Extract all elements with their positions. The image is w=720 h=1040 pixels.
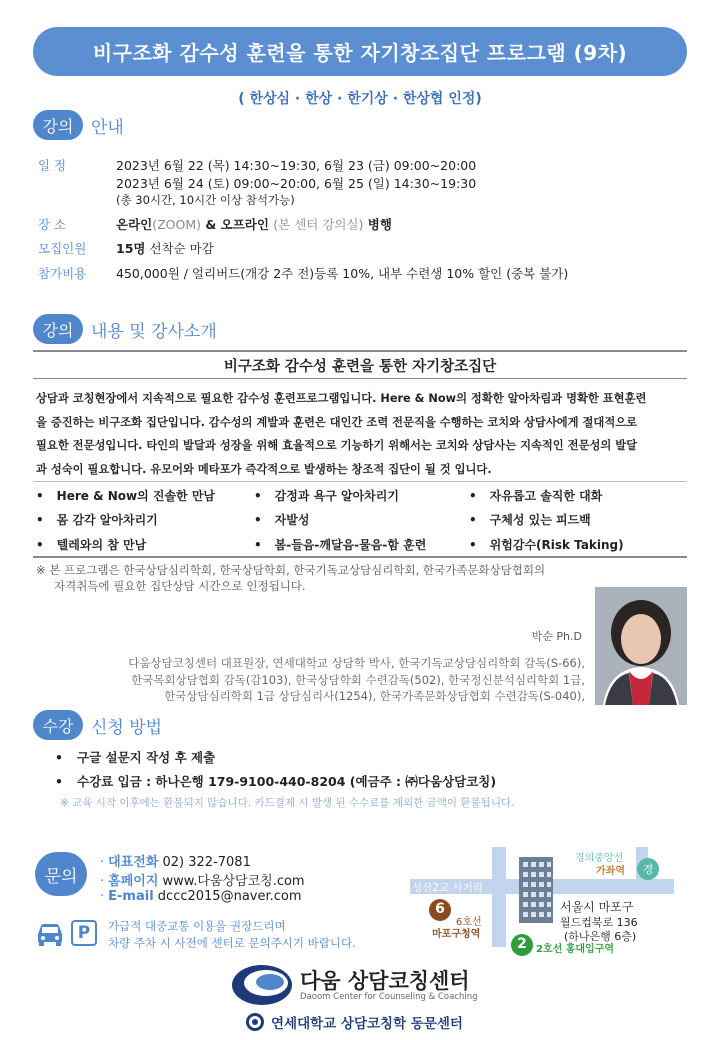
description-line: 상담과 코칭현장에서 지속적으로 필요한 감수성 훈련프로그램입니다. Here & Now의 정확한 알아차림과 명확한 표현훈련 <box>36 392 647 405</box>
alumni-center: 연세대학교 상담코칭학 동문센터 <box>245 1012 463 1032</box>
line2-badge: 2 <box>517 936 527 952</box>
line6-badge: 6 <box>435 901 445 917</box>
transport-notice: 가급적 대중교통 이용을 권장드리며 차량 주차 시 사전에 센터로 문의주시기 바랍니다. <box>108 919 356 950</box>
page-title-banner <box>33 27 687 76</box>
section-header-apply <box>33 708 162 742</box>
accreditation-note: ※ 본 프로그램은 한국상담심리학회, 한국상담학회, 한국기독교상담심리학회, 한국가족문화상담협회의 자격취득에 필요한 집단상담 시간으로 인정됩니다. <box>36 563 546 593</box>
venue-value: 온라인(ZOOM) & 오프라인 (본 센터 강의실) 병행 <box>116 217 392 232</box>
bullet-item: • Here & Now의 진솔한 만남 <box>36 487 215 504</box>
apply-step: • 구글 설문지 작성 후 제출 <box>55 748 215 766</box>
gyeongui-badge: 경 <box>642 863 654 876</box>
bullet-item: • 몸 감각 알아차리기 <box>36 511 158 528</box>
section-tag: 강의 <box>33 110 83 140</box>
fee-label: 참가비용 <box>38 266 87 281</box>
gyeongui-station: 가좌역 <box>596 866 625 877</box>
instructor-name: 박순 Ph.D <box>531 630 582 643</box>
divider <box>33 481 687 482</box>
contact-email: · E-mail dccc2015@naver.com <box>100 889 302 904</box>
description-line: 과 성숙이 필요합니다. 유모어와 메타포가 즉각적으로 발생하는 창조적 집단이 될 것 입니다. <box>36 462 492 476</box>
contact-phone: · 대표전화 02) 322-7081 <box>100 855 251 870</box>
refund-note: ※ 교육 시작 이후에는 환불되지 않습니다. 카드결제 시 발생 된 수수료를 제외한 금액이 환불됩니다. <box>60 797 515 809</box>
description-line: 을 증진하는 비구조화 집단입니다. 감수성의 계발과 훈련은 대인간 조력 전문직을 수행하는 코치와 상담사에게 절대적으로 <box>36 415 638 429</box>
instructor-photo <box>595 587 687 705</box>
description-line: 필요한 전문성입니다. 타인의 발달과 성장을 위해 효율적으로 기능하기 위해서는 코치와 상담사는 지속적인 전문성의 발달 <box>36 439 638 452</box>
address-line: 월드컵북로 136 <box>560 916 638 929</box>
address-line: (하나은행 6층) <box>564 930 637 943</box>
recruit-label: 모집인원 <box>38 241 87 256</box>
schedule-label: 일 정 <box>38 158 67 173</box>
bullet-item: • 위험감수(Risk Taking) <box>469 536 624 553</box>
schedule-line-2: 2023년 6월 24 (토) 09:00~20:00, 6월 25 (일) 14:30~19:30 <box>116 176 477 191</box>
section-tag: 수강 <box>33 710 83 740</box>
gyeongui-line: 경의중앙선 <box>575 853 624 864</box>
parking-icon: P <box>71 920 97 946</box>
contact-tag: 문의 <box>35 852 87 896</box>
bullet-item: • 자유롭고 솔직한 대화 <box>469 487 602 504</box>
address-line: 서울시 마포구 <box>560 900 634 914</box>
bullet-item: • 구체성 있는 피드백 <box>469 511 591 528</box>
center-english-name: Daoom Center for Counseling & Coaching <box>300 992 478 1002</box>
crossroad-label: 성산2교 사거리 <box>412 882 483 894</box>
bullet-item: • 자발성 <box>254 511 309 528</box>
divider <box>33 556 687 558</box>
bullet-item: • 텔레와의 참 만남 <box>36 536 146 553</box>
fee-value: 450,000원 / 얼리버드(개강 2주 전)등록 10%, 내부 수련생 10% 할인 (중복 불가) <box>116 266 569 281</box>
recruit-value: 15명 선착순 마감 <box>116 241 214 256</box>
bullet-item: • 감정과 욕구 알아차리기 <box>254 487 399 504</box>
schedule-hours-note: (총 30시간, 10시간 이상 참석가능) <box>116 193 295 207</box>
recruit-row <box>38 239 678 259</box>
line6-name: 6호선 <box>456 917 482 928</box>
section-title: 신청 방법 <box>91 717 163 738</box>
line6-station: 마포구청역 <box>432 929 481 940</box>
venue-label: 장 소 <box>38 217 67 232</box>
section-title: 내용 및 강사소개 <box>91 321 217 342</box>
venue-row <box>38 215 678 235</box>
apply-step: • 수강료 입금 : 하나은행 179-9100-440-8204 (예금주 : ㈜다움상담코칭) <box>55 772 496 790</box>
content-title: 비구조화 감수성 훈련을 통한 자기창조집단 <box>223 359 497 375</box>
center-logo-icon <box>228 963 292 1007</box>
homepage-link[interactable]: www.다움상담코칭.com <box>162 874 305 889</box>
section-header-guide <box>33 108 124 142</box>
page-title: 비구조화 감수성 훈련을 통한 자기창조집단 프로그램 (9차) <box>92 41 628 65</box>
email-link[interactable]: dccc2015@naver.com <box>157 889 302 904</box>
line2-station: 2호선 홍대입구역 <box>536 944 615 955</box>
schedule-line-1: 2023년 6월 22 (목) 14:30~19:30, 6월 23 (금) 09:00~20:00 <box>116 158 477 173</box>
bullet-item: • 봄-들음-깨달음-물음-함 훈련 <box>254 536 426 553</box>
transport-icons <box>35 920 97 946</box>
certification-subtitle: ( 한상심 · 한상 · 한기상 · 한상협 인정) <box>238 91 482 107</box>
car-icon <box>35 920 65 946</box>
section-header-content <box>33 312 217 346</box>
location-map <box>410 845 695 960</box>
content-description <box>36 387 686 481</box>
yonsei-emblem-icon <box>245 1012 265 1032</box>
fee-row <box>38 264 678 284</box>
schedule-row <box>38 156 678 216</box>
contact-homepage: · 홈페이지 www.다움상담코칭.com <box>100 874 305 889</box>
section-tag: 강의 <box>33 314 83 344</box>
phone-number[interactable]: 02) 322-7081 <box>162 855 251 870</box>
section-title: 안내 <box>91 117 124 138</box>
divider <box>33 350 687 352</box>
divider <box>33 378 687 379</box>
instructor-credentials: 다움상담코칭센터 대표원장, 연세대학교 상담학 박사, 한국기독교상담심리학회 감독(S-66), 한국목회상담협회 감독(감103), 한국상담학회 수련감독(502), 한국정신분석심리학회 1급, 한국상담심리학회 1급 상담심리사(1254), 한국가족문화상담협회 수련감독(S-040), <box>128 656 585 703</box>
center-name: 다움 상담코칭센터 <box>300 969 470 993</box>
